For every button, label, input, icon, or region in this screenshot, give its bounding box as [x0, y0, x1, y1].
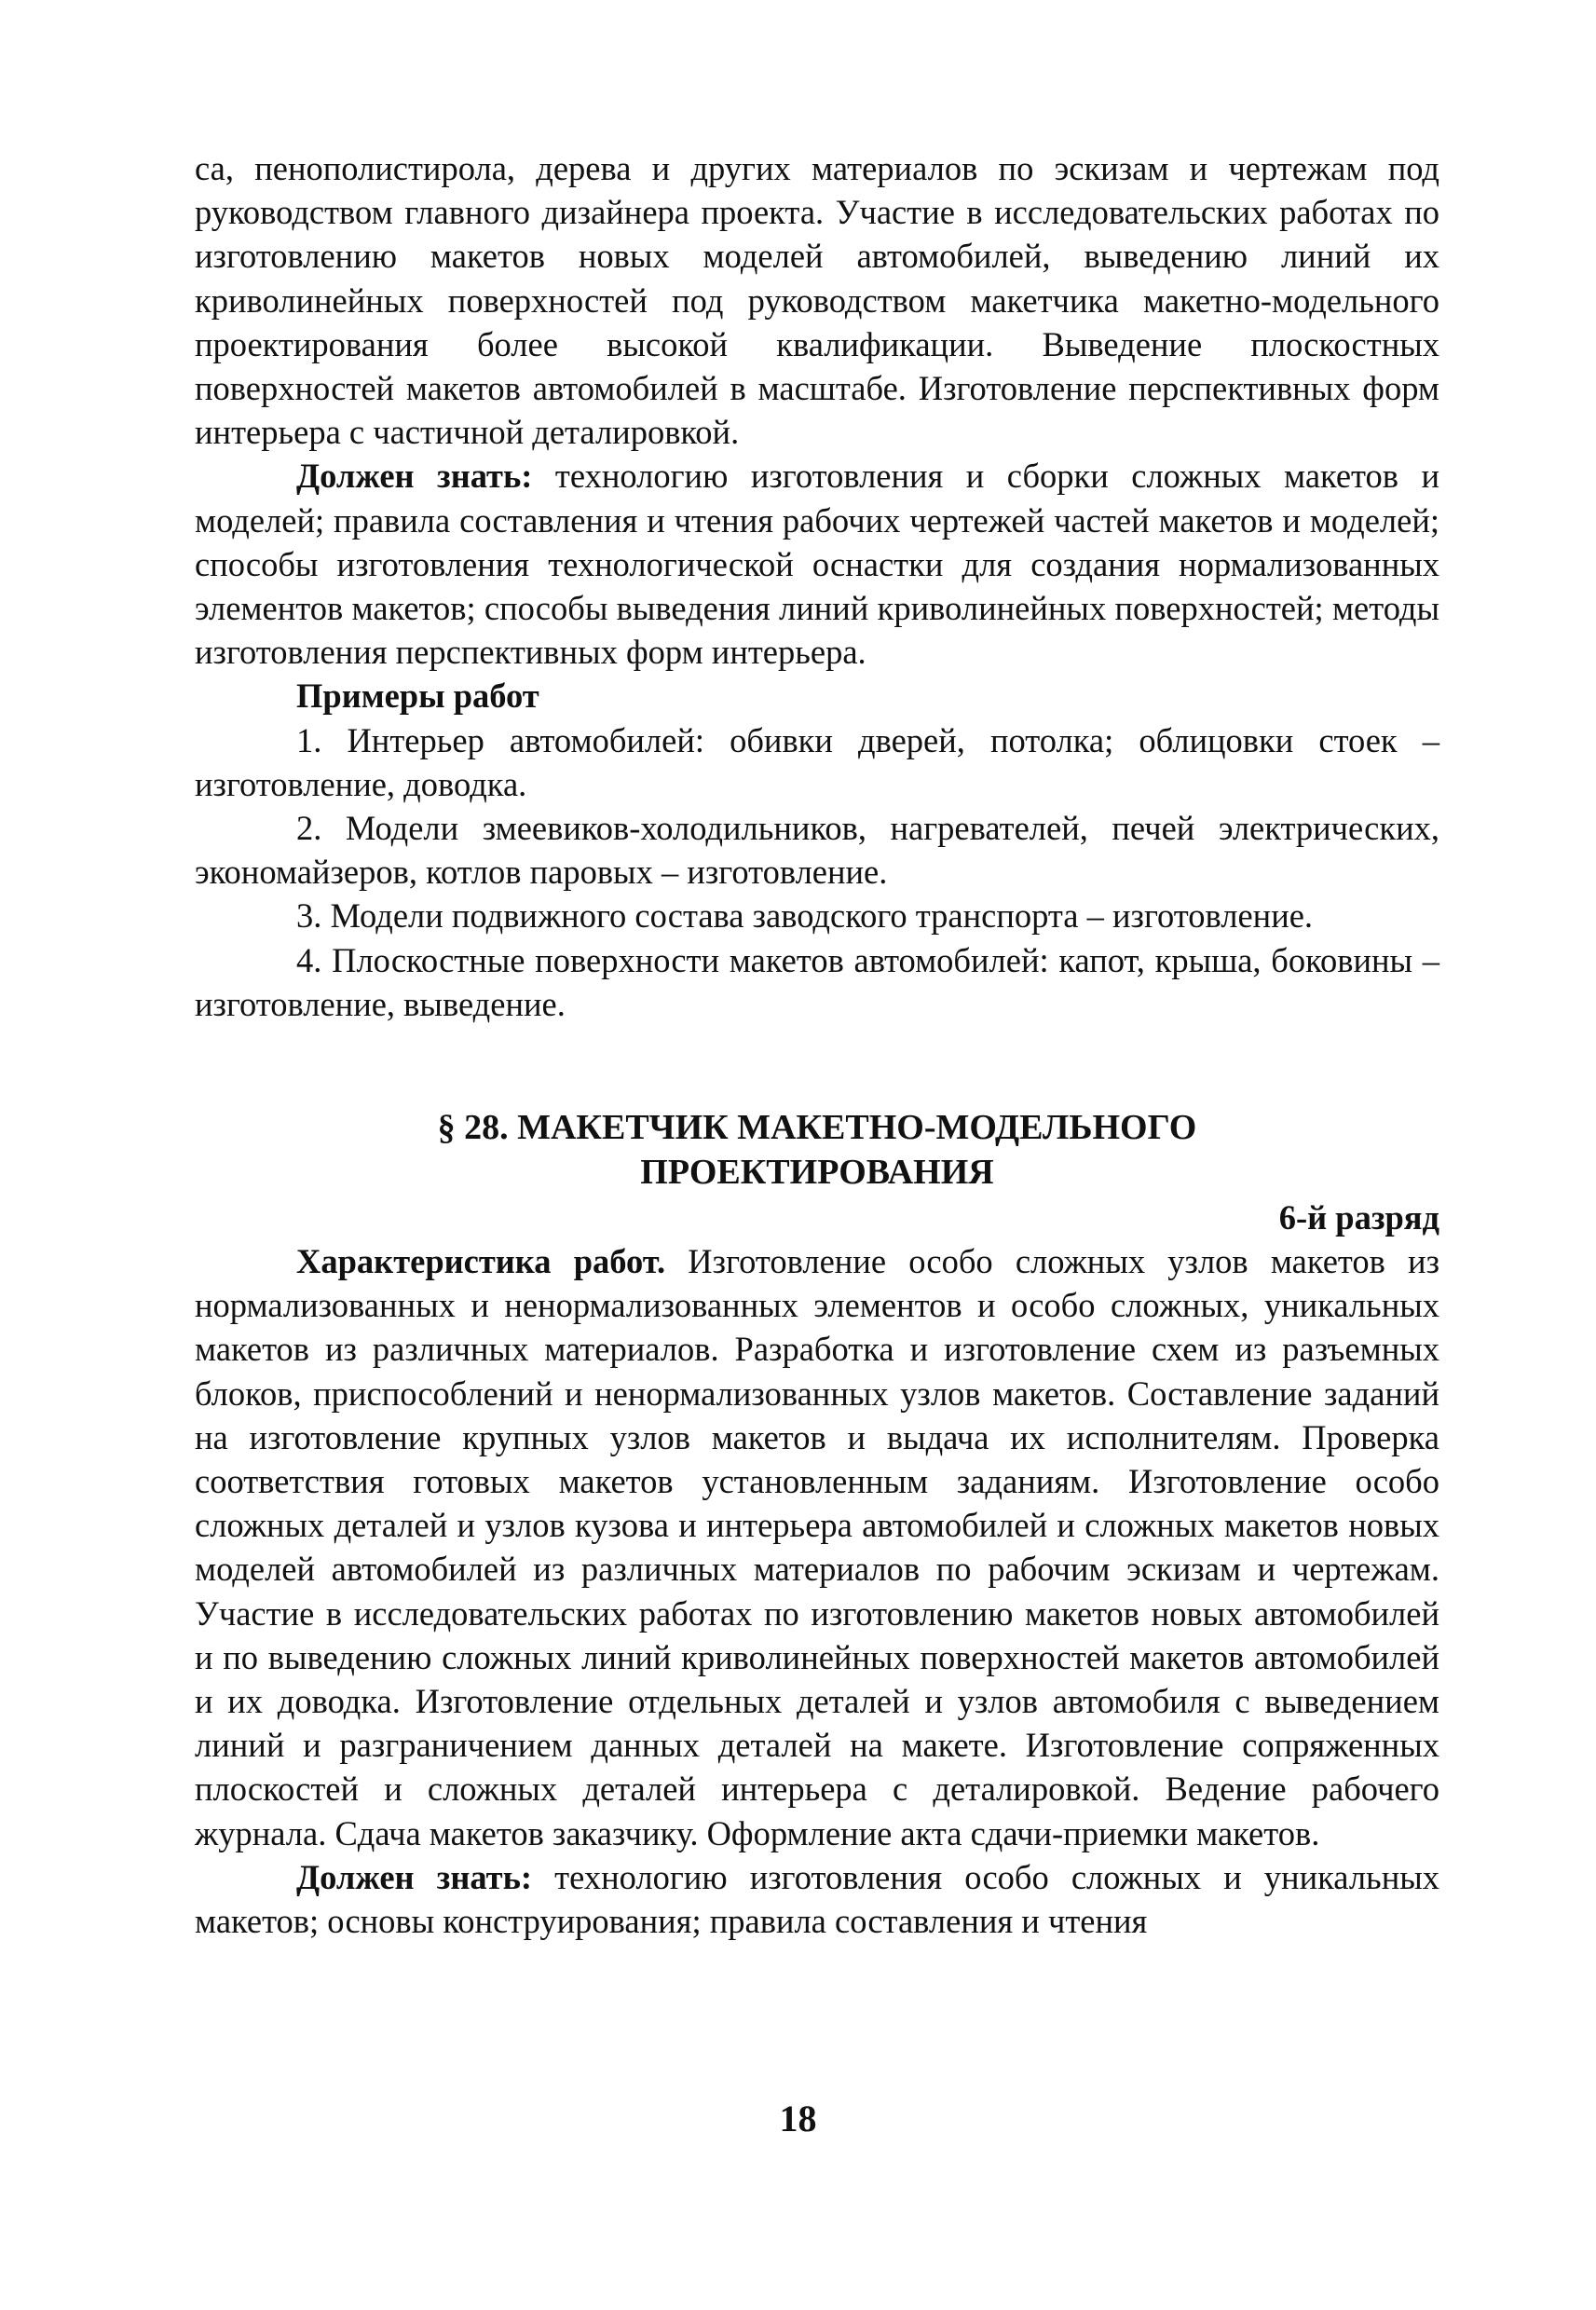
- must-know-paragraph-2: [195, 1855, 1439, 1943]
- section-heading-line-1: § 28. МАКЕТЧИК МАКЕТНО-МОДЕЛЬНОГО: [437, 1108, 1197, 1147]
- grade-label: 6-й разряд: [1278, 1198, 1439, 1237]
- bottom-text-block: [195, 1239, 1439, 1943]
- top-text-block: [195, 146, 1439, 1026]
- example-item-1: 1. Интерьер автомобилей: обивки дверей, потолка; облицовки стоек – изготовление, доводка.: [195, 720, 1439, 803]
- example-item-4: 4. Плоскостные поверхности макетов автомобилей: капот, крыша, боковины – изготовление, выведение.: [195, 940, 1439, 1023]
- characteristics-label: Характеристика работ.: [296, 1242, 666, 1280]
- section-heading-line-2: ПРОЕКТИРОВАНИЯ: [640, 1153, 994, 1192]
- example-item-3: 3. Модели подвижного состава заводского транспорта – изготовление.: [296, 896, 1314, 936]
- must-know-paragraph: [195, 454, 1439, 674]
- section-heading: [195, 1105, 1439, 1195]
- must-know-label-2: Должен знать:: [296, 1857, 533, 1896]
- characteristics-text: Изготовление особо сложных узлов макетов из нормализованных и ненормализованных элементов и особо сложных, уникальных макетов из различных материалов. Разработка и изготовление схем из разъемных блоков, приспособлений и ненормализованных узлов макетов. Составление заданий на изготовление крупных узлов макетов и выдача их исполнителям. Проверка соответствия готовых макетов установленным заданиям. Изготовление особо сложных деталей и узлов кузова и интерьера автомобилей и сложных макетов новых моделей автомобилей из различных материалов по рабочим эскизам и чертежам. Участие в исследовательских работах по изготовлению макетов новых автомобилей и по выведению сложных линий криволинейных поверхностей макетов автомобилей и их доводка. Изготовление отдельных деталей и узлов автомобиля с выведением линий и разграничением данных деталей на макете. Изготовление сопряженных плоскостей и сложных деталей интерьера с деталировкой. Ведение рабочего журнала. Сдача макетов заказчику. Оформление акта сдачи-приемки макетов.: [195, 1242, 1439, 1852]
- must-know-label: Должен знать:: [296, 457, 533, 496]
- must-know-text: технологию изготовления и сборки сложных макетов и моделей; правила составления и чтения рабочих чертежей частей макетов и моделей; способы изготовления технологической оснастки для создания нормализованных элементов макетов; способы выведения линий криволинейных поверхностей; методы изготовления перспективных форм интерьера.: [195, 457, 1440, 672]
- must-know-text-2: технологию изготовления особо сложных и уникальных макетов; основы конструирования; правила составления и чтения: [195, 1857, 1439, 1941]
- examples-heading: Примеры работ: [296, 677, 539, 716]
- intro-paragraph: са, пенополистирола, дерева и других материалов по эскизам и чертежам под руководством главного дизайнера проекта. Участие в исследовательских работах по изготовлению макетов новых моделей автомобилей, выведению линий их криволинейных поверхностей под руководством макетчика макетно-модельного проектирования более высокой квалификации. Выведение плоскостных поверхностей макетов автомобилей в масштабе. Изготовление перспективных форм интерьера с частичной деталировкой.: [195, 149, 1439, 452]
- example-item-2: 2. Модели змеевиков-холодильников, нагревателей, печей электрических, экономайзеров, котлов паровых – изготовление.: [195, 809, 1439, 892]
- characteristics-paragraph: [195, 1239, 1439, 1855]
- page-number: 18: [779, 2098, 817, 2139]
